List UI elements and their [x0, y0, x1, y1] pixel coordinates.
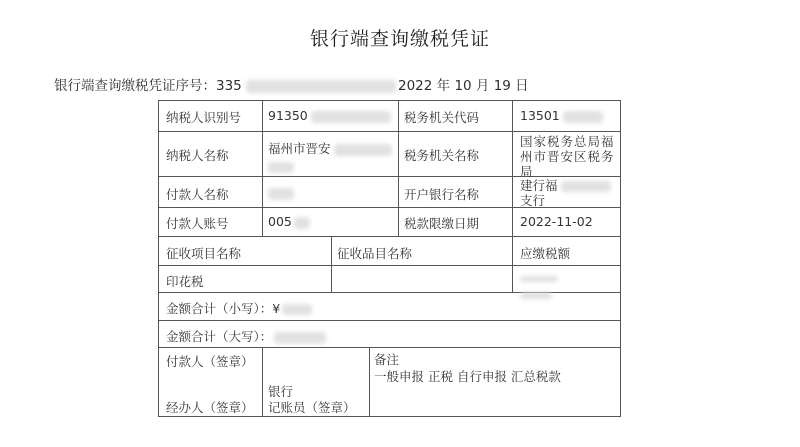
- due-date-label: 税款限缴日期: [404, 216, 480, 231]
- bank-name-suffix: 支行: [520, 193, 546, 208]
- taxpayer-name-value: [268, 139, 392, 173]
- redacted-taxpayer-id: [311, 111, 391, 123]
- payer-account-label: 付款人账号: [166, 216, 229, 231]
- item-amount: [520, 270, 558, 300]
- taxpayer-id-label: 纳税人识别号: [166, 110, 242, 125]
- bank-name-prefix: 建行福: [520, 178, 558, 193]
- issue-date: 2022 年 10 月 19 日: [398, 78, 529, 94]
- bank-name-value: [520, 178, 611, 208]
- payer-account-value: [268, 214, 310, 229]
- redacted-bank-name: [561, 181, 611, 192]
- payer-signature-label: 付款人（签章）: [166, 354, 254, 369]
- redacted-total-big: [274, 332, 326, 344]
- total-big: [166, 327, 326, 345]
- redacted-taxpayer-name-2: [268, 162, 294, 173]
- redacted-amount: [520, 292, 552, 299]
- taxpayer-name-label: 纳税人名称: [166, 148, 229, 163]
- taxpayer-name-prefix: 福州市晋安: [268, 141, 331, 156]
- tax-office-name-value: 国家税务总局福州市晋安区税务局: [520, 134, 615, 179]
- redacted-taxpayer-name: [334, 144, 392, 156]
- tax-office-code-prefix: 13501: [520, 108, 560, 123]
- items-header-amount: 应缴税额: [520, 246, 571, 261]
- tax-office-code-value: [520, 108, 603, 123]
- remark-text: 一般申报 正税 自行申报 汇总税款: [374, 369, 561, 384]
- redacted-payer-account: [294, 217, 310, 229]
- item-project: 印花税: [166, 274, 204, 289]
- bank-label: 银行: [268, 384, 294, 399]
- taxpayer-id-prefix: 91350: [268, 108, 308, 123]
- payer-name-label: 付款人名称: [166, 187, 229, 202]
- redacted-tax-office-code: [563, 111, 603, 123]
- tax-office-code-label: 税务机关代码: [404, 110, 480, 125]
- remark-label: 备注: [374, 352, 400, 367]
- total-big-label: 金额合计（大写）：: [166, 329, 273, 344]
- total-small-label: 金额合计（小写）：¥: [166, 301, 281, 316]
- serial-row: [54, 74, 529, 94]
- total-small: [166, 299, 312, 317]
- redacted-total-small: [282, 304, 312, 315]
- taxpayer-id-value: [268, 108, 391, 123]
- redacted-serial: [246, 80, 396, 93]
- document-title: 银行端查询缴税凭证: [309, 28, 490, 50]
- redacted-amount-top: [520, 276, 558, 282]
- serial-label: 银行端查询缴税凭证序号：335: [54, 78, 242, 94]
- items-header-item: 征收品目名称: [337, 246, 413, 261]
- payer-account-prefix: 005: [268, 214, 292, 229]
- handler-signature-label: 经办人（签章）: [166, 400, 254, 415]
- tax-office-name-label: 税务机关名称: [404, 148, 480, 163]
- due-date-value: 2022-11-02: [520, 214, 593, 229]
- items-header-project: 征收项目名称: [166, 246, 242, 261]
- clerk-signature-label: 记账员（签章）: [268, 400, 356, 415]
- payer-name-value: [268, 185, 294, 200]
- redacted-payer-name: [268, 188, 294, 200]
- bank-name-label: 开户银行名称: [404, 187, 480, 202]
